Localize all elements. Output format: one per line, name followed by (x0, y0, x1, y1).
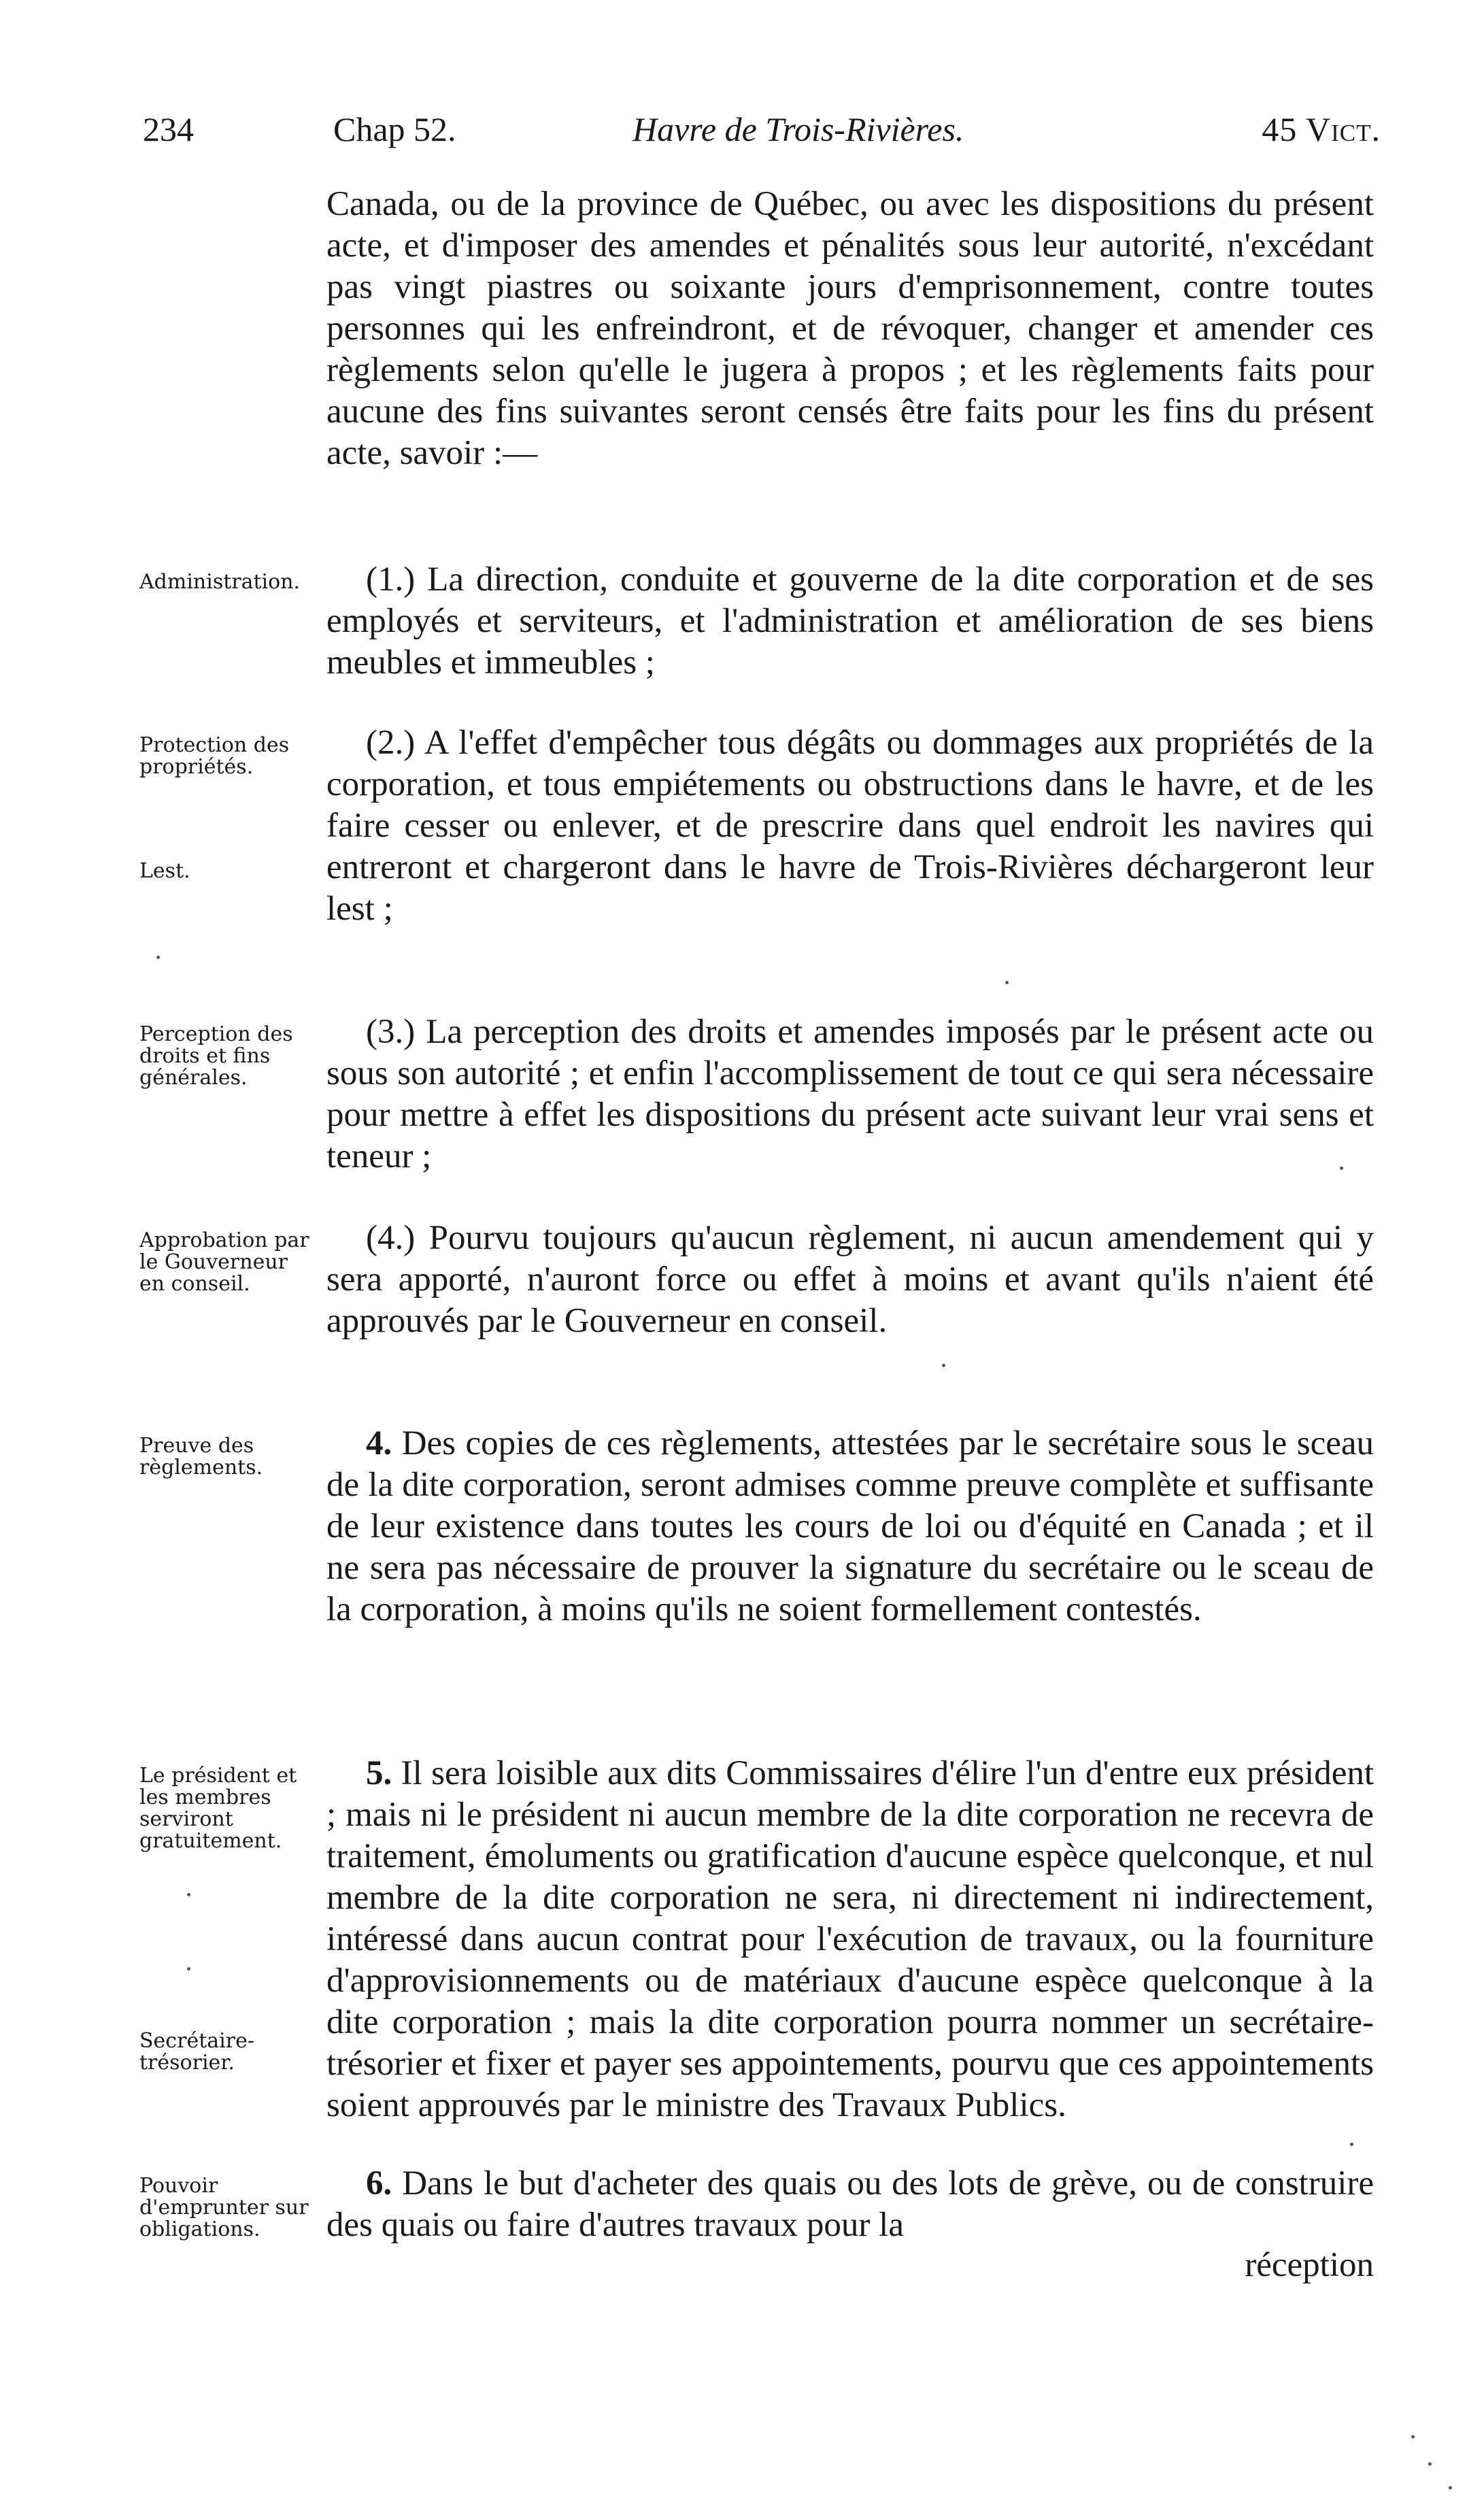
paragraph-text: Canada, ou de la province de Québec, ou avec les dispositions du présent acte, et d'imposer des amendes et pénalités sous leur autorité, n'excédant pas vingt piastres ou soixante jours d'emprisonnement, contre toutes personnes qui les enfreindront, et de révoquer, changer et amender ces règlements selon qu'elle le jugera à propos ; et les règlements faits pour aucune des fins suivantes seront censés être faits pour les fins du présent acte, savoir :— (326, 185, 1374, 472)
marginal-note-preuve: Preuve des règlements. (139, 1434, 263, 1479)
paragraph-item (326, 1011, 1374, 1177)
section-4 (326, 1423, 1374, 1630)
item-number: (3.) (366, 1013, 416, 1051)
section-number: 4. (366, 1424, 392, 1462)
paragraph-item (326, 559, 1374, 684)
print-speck (1428, 2462, 1432, 2466)
item-text: A l'effet d'empêcher tous dégâts ou dommages aux propriétés de la corporation, et tous empiétements ou obstructions dans le havre, et de les faire cesser ou enlever, et de prescrire dans quel endroit les navires qui entreront et chargeront dans le havre de Trois-Rivières déchargeront leur lest ; (326, 724, 1374, 928)
paragraph-item-4 (326, 1218, 1374, 1342)
section-6 (326, 2163, 1374, 2246)
print-speck (1350, 2143, 1353, 2146)
paragraph-item-1 (326, 559, 1374, 684)
print-speck (187, 1893, 190, 1896)
section-text: Il sera loisible aux dits Commissaires d'élire l'un d'entre eux président ; mais ni le président ni aucun membre de la dite corporation ne recevra de traitement, émoluments ou gratification d'aucune espèce quelconque, et nul membre de la dite corporation ne sera, ni directement ni indirectement, intéressé dans aucun contrat pour l'exécution de travaux, ou la fourniture d'approvisionnements ou de matériaux d'aucune espèce quelconque à la dite corporation ; mais la dite corporation pourra nommer un secrétaire-trésorier et fixer et payer ses appointements, pourvu que ces appointements soient approuvés par le ministre des Travaux Publics. (326, 1754, 1374, 2124)
running-title: Havre de Trois-Rivières. (633, 110, 964, 148)
print-speck (1340, 1167, 1343, 1170)
marginal-note-pouvoir: Pouvoir d'emprunter sur obligations. (139, 2174, 309, 2241)
marginal-note-protection: Protection des propriétés. (139, 733, 290, 779)
print-speck (1005, 981, 1009, 984)
paragraph-item-3 (326, 1011, 1374, 1177)
section-text: Dans le but d'acheter des quais ou des lots de grève, ou de construire des quais ou faire d'autres travaux pour la (326, 2164, 1374, 2244)
section-5 (326, 1753, 1374, 2126)
marginal-note-lest: Lest. (139, 859, 190, 883)
print-speck (156, 956, 160, 959)
item-number: (4.) (366, 1219, 416, 1257)
catchword: réception (1245, 2246, 1374, 2284)
marginal-note-perception: Perception des droits et fins générales. (139, 1022, 293, 1090)
section-number: 5. (366, 1754, 392, 1792)
print-speck (1449, 2486, 1452, 2490)
marginal-note-secretaire: Secrétaire-trésorier. (139, 2029, 254, 2075)
paragraph-continuation (326, 184, 1374, 474)
page-number: 234 (143, 110, 194, 148)
item-number: (1.) (366, 560, 416, 599)
marginal-note-approbation: Approbation par le Gouverneur en conseil. (139, 1228, 309, 1296)
paragraph-item (326, 722, 1374, 930)
paragraph-item-2 (326, 722, 1374, 930)
item-number: (2.) (366, 724, 416, 762)
item-text: Pourvu toujours qu'aucun règlement, ni aucun amendement qui y sera apporté, n'auront force ou effet à moins et avant qu'ils n'aient été approuvés par le Gouverneur en conseil. (326, 1219, 1375, 1340)
print-speck (942, 1364, 945, 1367)
section-paragraph (326, 2163, 1374, 2246)
section-paragraph (326, 1423, 1374, 1630)
paragraph-item (326, 1218, 1374, 1342)
regnal-year: 45 Vict. (1262, 110, 1381, 148)
chapter-label: Chap 52. (333, 110, 456, 148)
marginal-note-president: Le président et les membres serviront gratuitement. (139, 1764, 297, 1853)
section-paragraph (326, 1753, 1374, 2126)
running-header (143, 109, 1381, 163)
print-speck (1411, 2435, 1415, 2438)
item-text: La perception des droits et amendes imposés par le présent acte ou sous son autorité ; et enfin l'accomplissement de tout ce qui sera nécessaire pour mettre à effet les dispositions du présent acte suivant leur vrai sens et teneur ; (326, 1013, 1374, 1175)
print-speck (187, 1967, 190, 1971)
section-text: Des copies de ces règlements, attestées par le secrétaire sous le sceau de la dite corporation, seront admises comme preuve complète et suffisante de leur existence dans toutes les cours de loi ou d'équité en Canada ; et il ne sera pas nécessaire de prouver la signature du secrétaire ou le sceau de la corporation, à moins qu'ils ne soient formellement contestés. (326, 1424, 1374, 1628)
section-number: 6. (366, 2164, 392, 2202)
marginal-note-administration: Administration. (139, 570, 301, 594)
item-text: La direction, conduite et gouverne de la dite corporation et de ses employés et serviteurs, et l'administration et amélioration de ses biens meubles et immeubles ; (326, 560, 1375, 682)
